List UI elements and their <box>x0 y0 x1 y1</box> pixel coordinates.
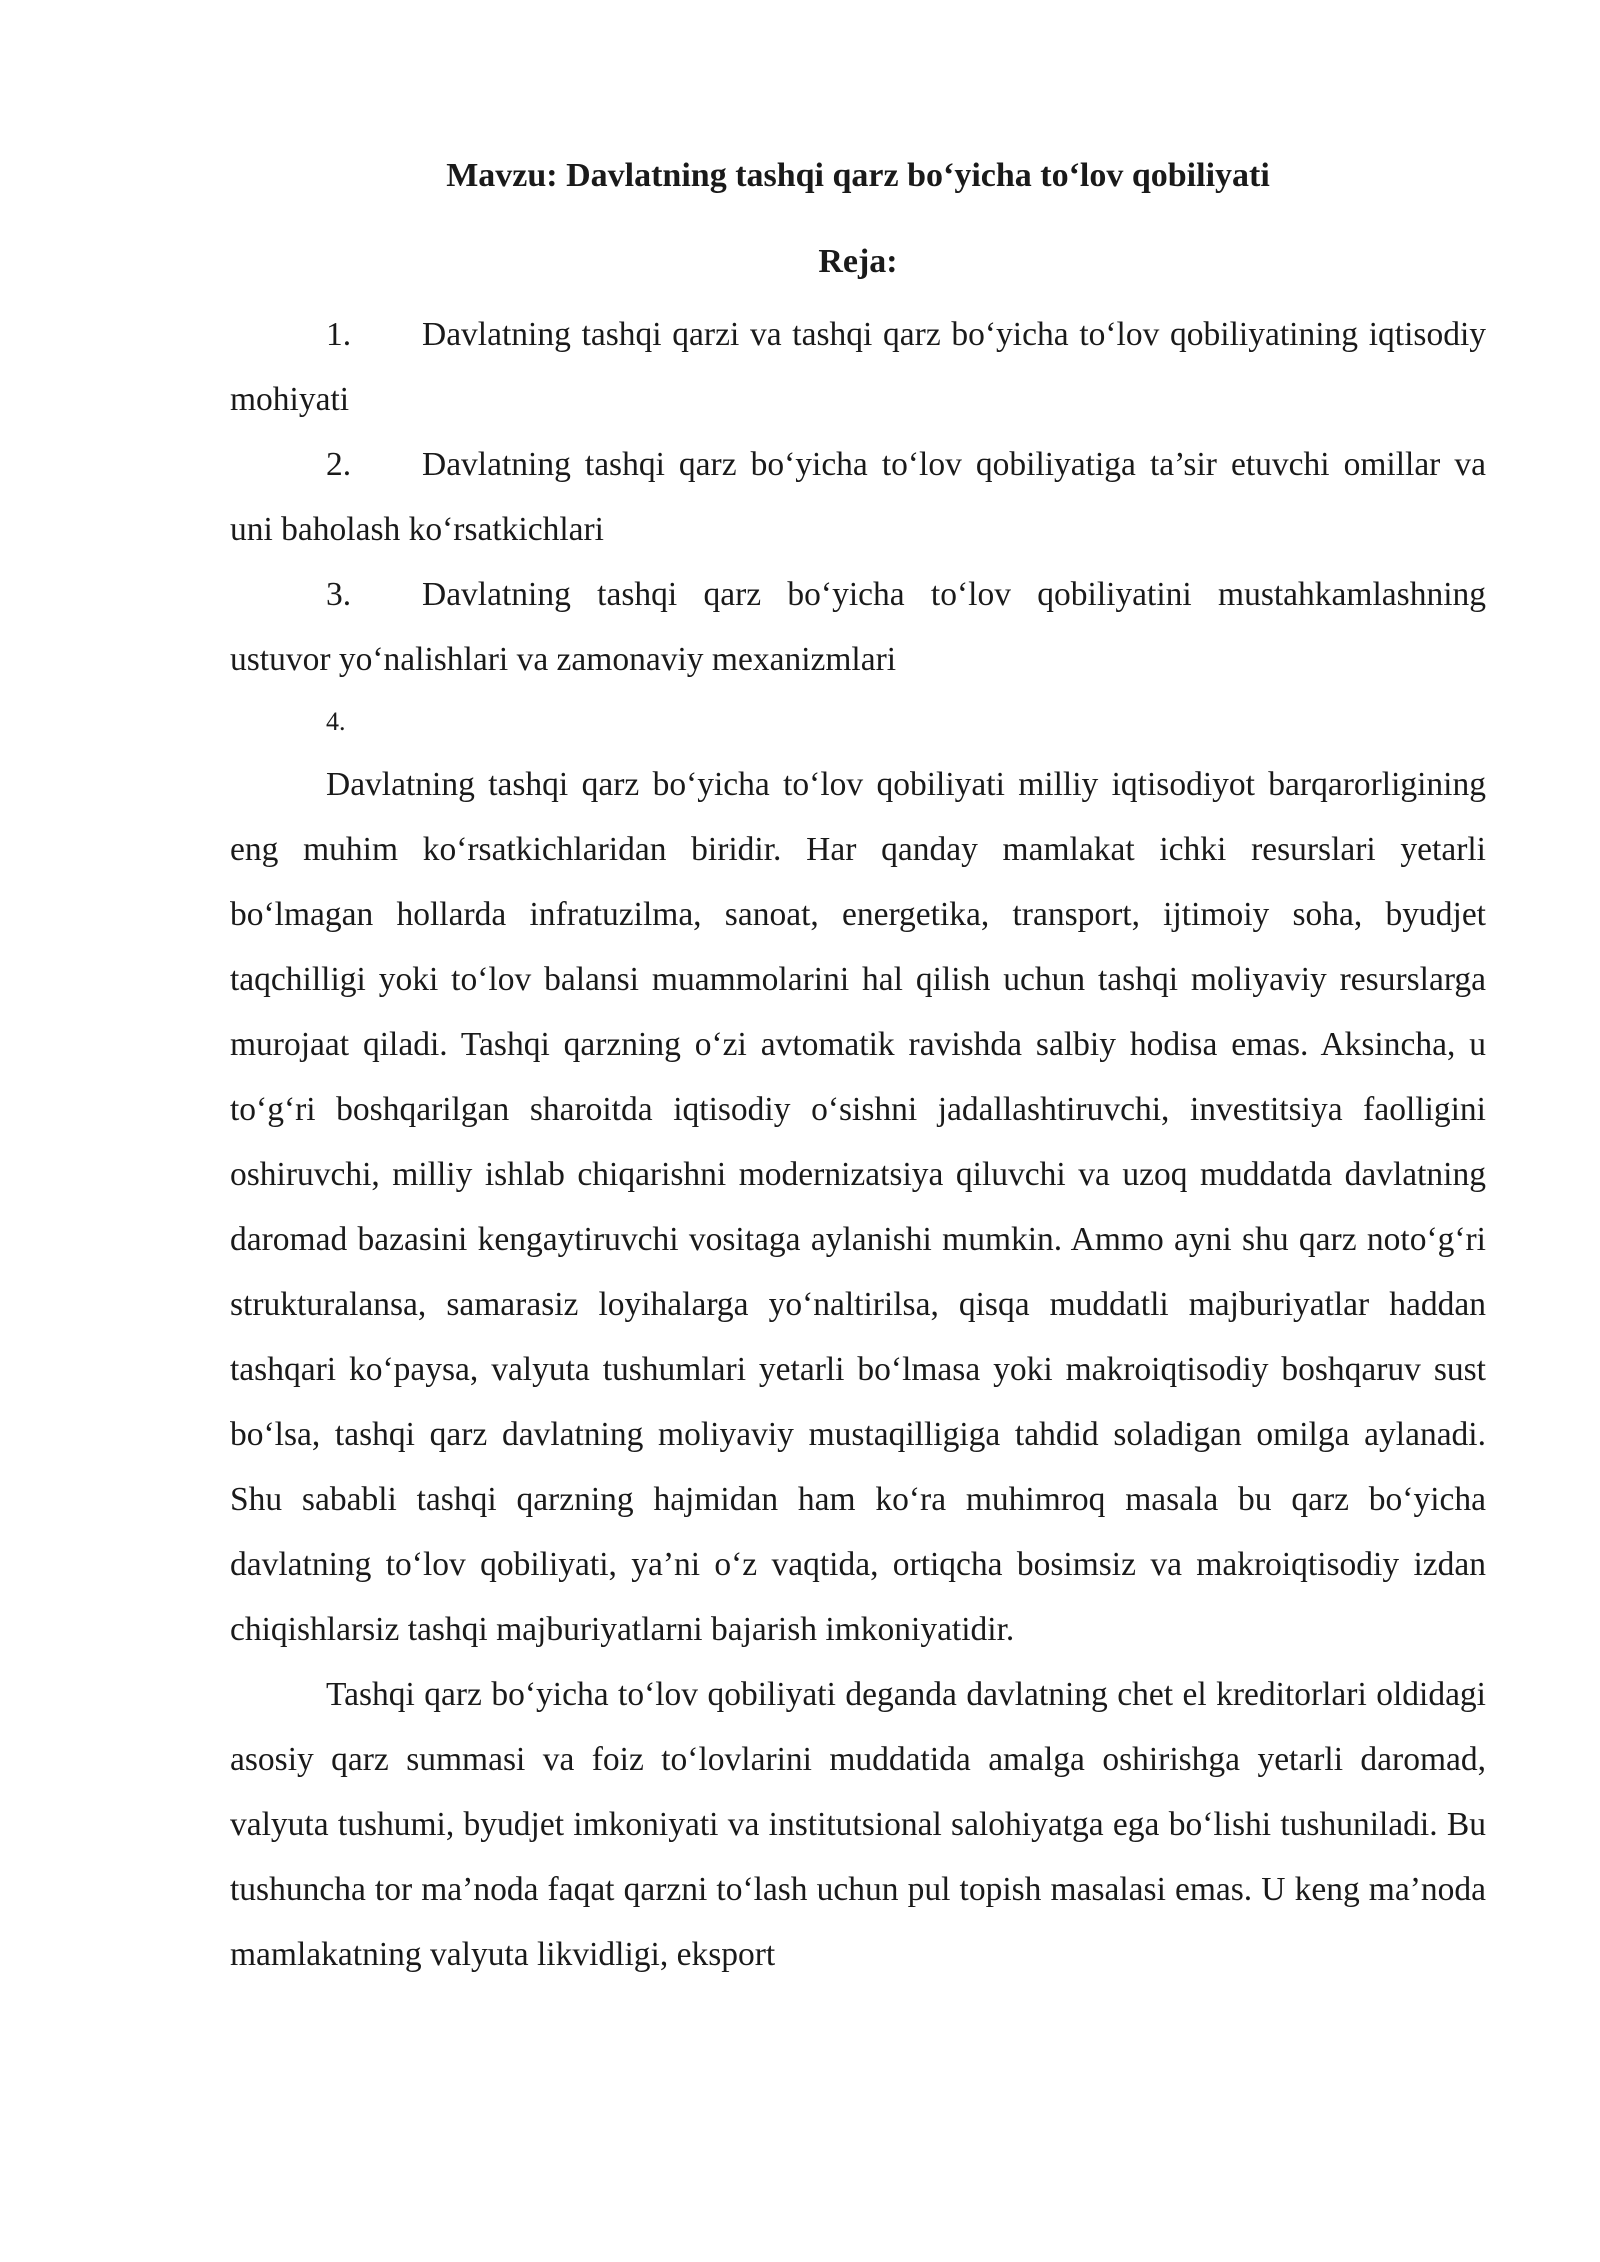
plan-item-text: Davlatning tashqi qarz bo‘yicha to‘lov qobiliyatini mustahkamlashning ustuvor yo‘nalishlari va zamonaviy mexanizmlari <box>230 576 1486 678</box>
body-paragraph-2: Tashqi qarz bo‘yicha to‘lov qobiliyati deganda davlatning chet el kreditorlari oldidagi asosiy qarz summasi va foiz to‘lovlarini muddatida amalga oshirishga yetarli daromad, valyuta tushumi, byudjet imkoniyati va institutsional salohiyatga ega bo‘lishi tushuniladi. Bu tushuncha tor ma’noda faqat qarzni to‘lash uchun pul topish masalasi emas. U keng ma’noda mamlakatning valyuta likvidligi, eksport <box>230 1676 1486 1973</box>
plan-item-number: 2. <box>326 446 352 483</box>
document-page <box>230 150 1486 1987</box>
body-paragraph-1: Davlatning tashqi qarz bo‘yicha to‘lov qobiliyati milliy iqtisodiyot barqarorligining eng muhim ko‘rsatkichlaridan biridir. Har qanday mamlakat ichki resurslari yetarli bo‘lmagan hollarda infratuzilma, sanoat, energetika, transport, ijtimoiy soha, byudjet taqchilligi yoki to‘lov balansi muammolarini hal qilish uchun tashqi moliyaviy resurslarga murojaat qiladi. Tashqi qarzning o‘zi avtomatik ravishda salbiy hodisa emas. Aksincha, u to‘g‘ri boshqarilgan sharoitda iqtisodiy o‘sishni jadallashtiruvchi, investitsiya faolligini oshiruvchi, milliy ishlab chiqarishni modernizatsiya qiluvchi va uzoq muddatda davlatning daromad bazasini kengaytiruvchi vositaga aylanishi mumkin. Ammo ayni shu qarz noto‘g‘ri strukturalansa, samarasiz loyihalarga yo‘naltirilsa, qisqa muddatli majburiyatlar haddan tashqari ko‘paysa, valyuta tushumlari yetarli bo‘lmasa yoki makroiqtisodiy boshqaruv sust bo‘lsa, tashqi qarz davlatning moliyaviy mustaqilligiga tahdid soladigan omilga aylanadi. Shu sababli tashqi qarzning hajmidan ham ko‘ra muhimroq masala bu qarz bo‘yicha davlatning to‘lov qobiliyati, ya’ni o‘z vaqtida, ortiqcha bosimsiz va makroiqtisodiy izdan chiqishlarsiz tashqi majburiyatlarni bajarish imkoniyatidir. <box>230 766 1486 1648</box>
plan-heading: Reja: <box>818 243 898 280</box>
plan-item-2 <box>230 432 1486 562</box>
plan-item-3 <box>230 562 1486 692</box>
document-title: Mavzu: Davlatning tashqi qarz bo‘yicha to‘lov qobiliyati <box>446 157 1270 194</box>
plan-item-1 <box>230 302 1486 432</box>
stray-list-number: 4. <box>326 707 346 736</box>
plan-item-text: Davlatning tashqi qarzi va tashqi qarz bo‘yicha to‘lov qobiliyatining iqtisodiy mohiyati <box>230 316 1486 418</box>
plan-item-number: 3. <box>326 576 352 613</box>
plan-item-number: 1. <box>326 316 352 353</box>
plan-item-text: Davlatning tashqi qarz bo‘yicha to‘lov qobiliyatiga ta’sir etuvchi omillar va uni baholash ko‘rsatkichlari <box>230 446 1486 548</box>
